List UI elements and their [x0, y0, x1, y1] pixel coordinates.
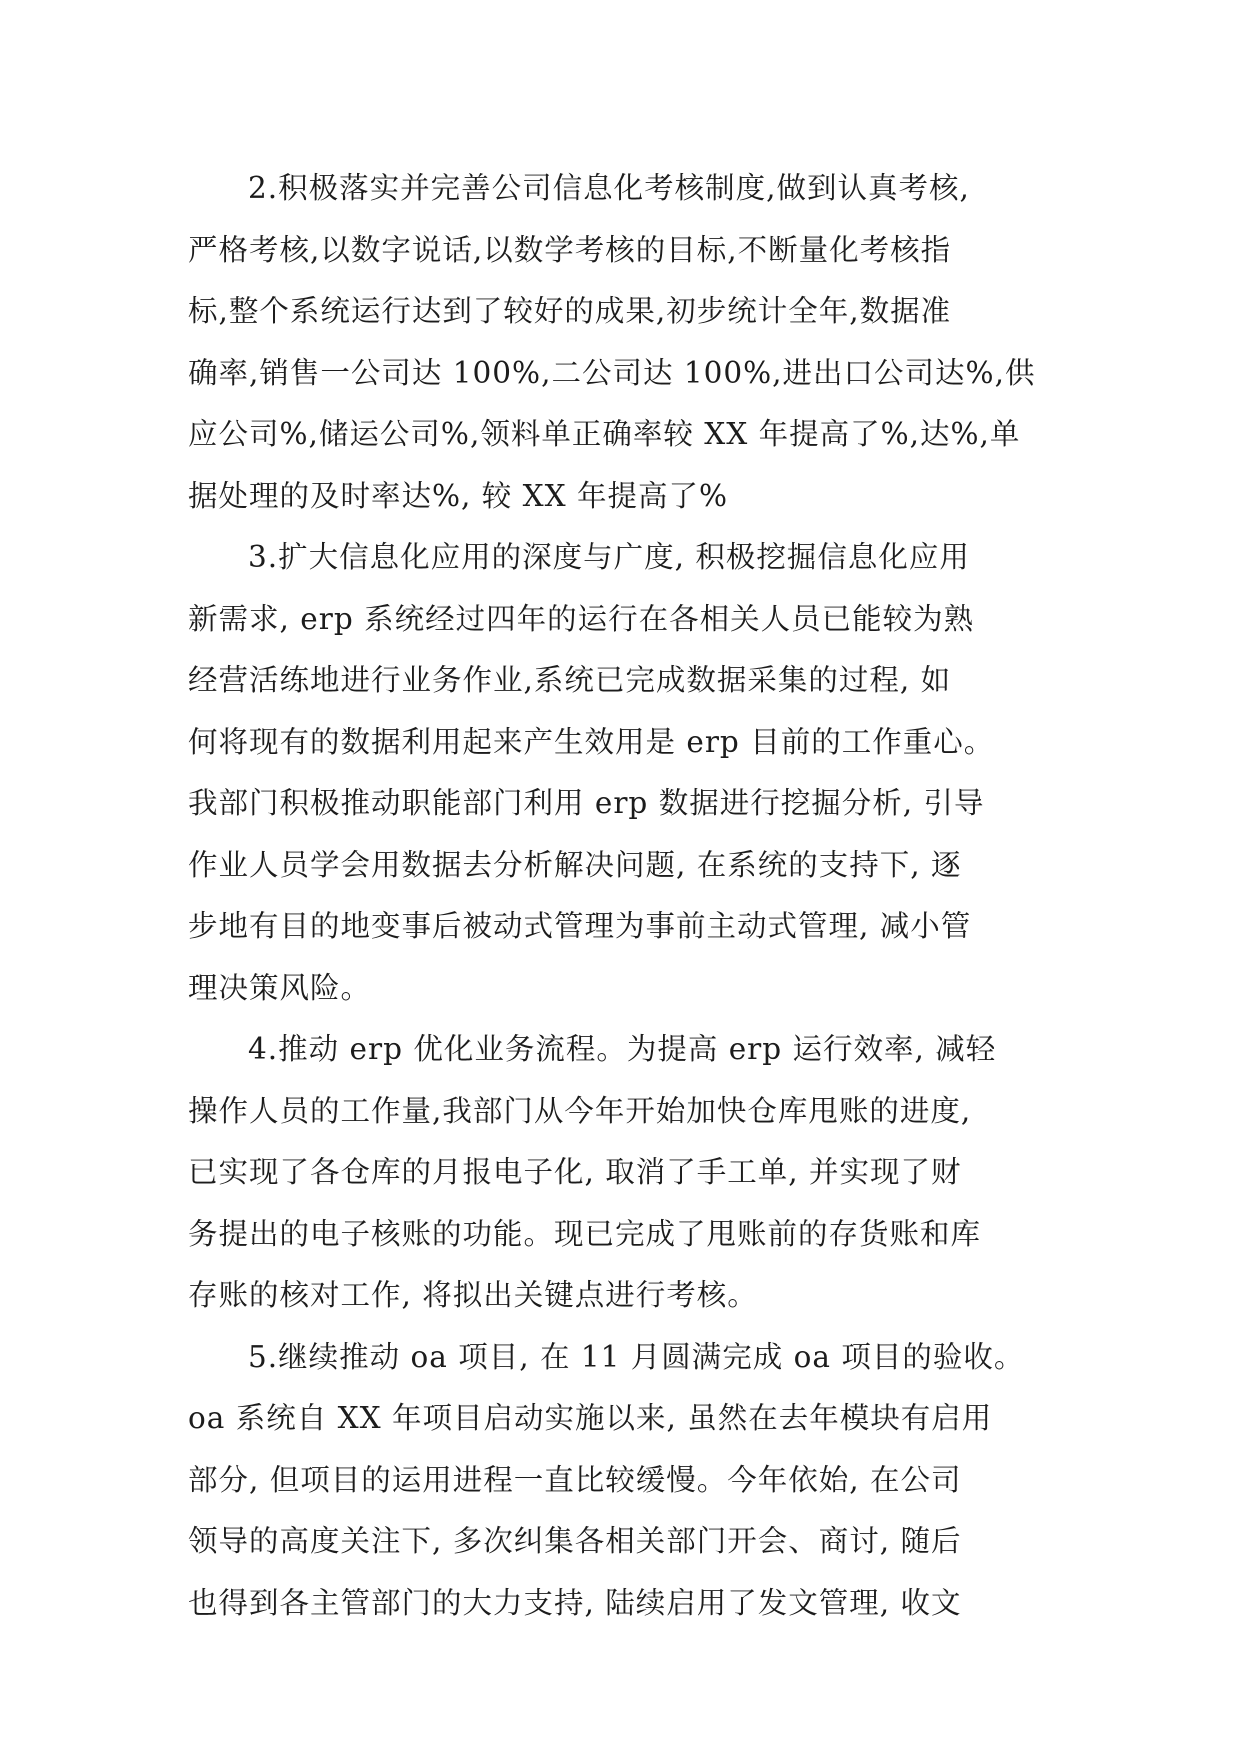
paragraph-2-line-4: 确率,销售一公司达 100%,二公司达 100%,进出口公司达%,供 [188, 355, 1036, 390]
paragraph-5-line-2: oa 系统自 XX 年项目启动实施以来, 虽然在去年模块有启用 [188, 1401, 993, 1435]
paragraph-5-line-3: 部分, 但项目的运用进程一直比较缓慢。今年依始, 在公司 [188, 1462, 962, 1497]
paragraph-3-line-8: 理决策风险。 [188, 970, 372, 1005]
paragraph-5-line-4: 领导的高度关注下, 多次纠集各相关部门开会、商讨, 随后 [188, 1524, 962, 1558]
paragraph-5-line-1: 5.继续推动 oa 项目, 在 11 月圆满完成 oa 项目的验收。 [248, 1339, 1025, 1374]
paragraph-2-line-5: 应公司%,储运公司%,领料单正确率较 XX 年提高了%,达%,单 [188, 417, 1021, 451]
paragraph-3-line-3: 经营活练地进行业务作业,系统已完成数据采集的过程, 如 [188, 663, 952, 697]
paragraph-4-line-5: 存账的核对工作, 将拟出关键点进行考核。 [188, 1278, 758, 1312]
paragraph-3-line-5: 我部门积极推动职能部门利用 erp 数据进行挖掘分析, 引导 [188, 786, 985, 820]
document-body [188, 158, 1068, 1634]
paragraph-4-line-1: 4.推动 erp 优化业务流程。为提高 erp 运行效率, 减轻 [248, 1032, 997, 1066]
paragraph-2-line-3: 标,整个系统运行达到了较好的成果,初步统计全年,数据准 [188, 294, 952, 328]
paragraph-3-line-7: 步地有目的地变事后被动式管理为事前主动式管理, 减小管 [188, 909, 972, 943]
paragraph-3-line-6: 作业人员学会用数据去分析解决问题, 在系统的支持下, 逐 [188, 847, 962, 882]
paragraph-2-line-1: 2.积极落实并完善公司信息化考核制度,做到认真考核, [248, 171, 970, 205]
paragraph-4-line-3: 已实现了各仓库的月报电子化, 取消了手工单, 并实现了财 [188, 1155, 962, 1189]
paragraph-3-line-4: 何将现有的数据利用起来产生效用是 erp 目前的工作重心。 [188, 724, 995, 759]
paragraph-2-line-2: 严格考核,以数字说话,以数学考核的目标,不断量化考核指 [188, 232, 952, 267]
paragraph-4-line-2: 操作人员的工作量,我部门从今年开始加快仓库甩账的进度, [188, 1093, 972, 1128]
paragraph-2-line-6: 据处理的及时率达%, 较 XX 年提高了% [188, 478, 729, 513]
paragraph-5-line-5: 也得到各主管部门的大力支持, 陆续启用了发文管理, 收文 [188, 1585, 962, 1620]
paragraph-4-line-4: 务提出的电子核账的功能。现已完成了甩账前的存货账和库 [188, 1216, 982, 1251]
paragraph-3-line-2: 新需求, erp 系统经过四年的运行在各相关人员已能较为熟 [188, 601, 975, 636]
paragraph-3-line-1: 3.扩大信息化应用的深度与广度, 积极挖掘信息化应用 [248, 540, 970, 574]
